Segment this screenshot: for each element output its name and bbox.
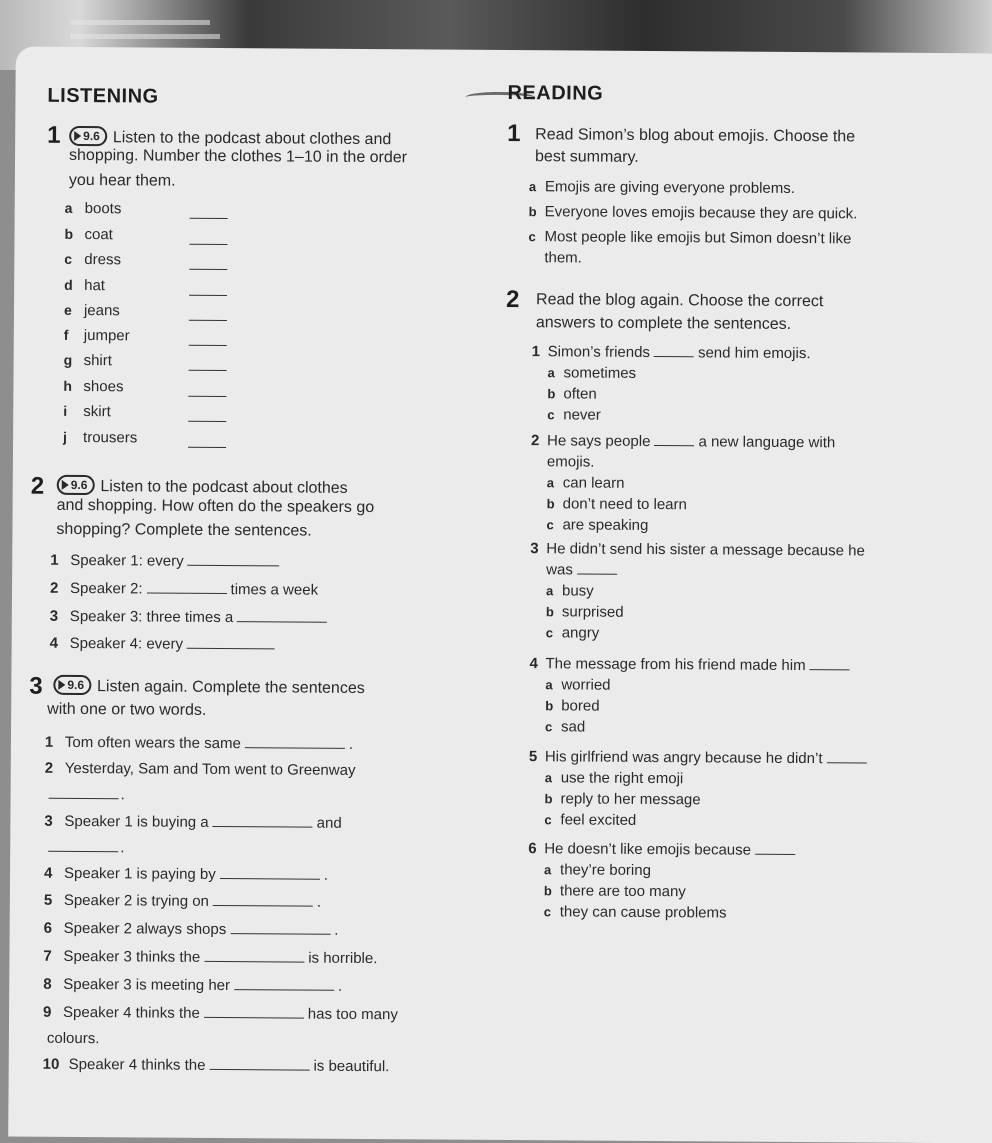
question-text: The message from his friend made him — [545, 655, 806, 675]
option-letter: a — [544, 770, 553, 786]
option-letter: b — [545, 698, 554, 714]
reading-heading: READING — [507, 81, 604, 105]
sentence-number: 4 — [43, 864, 53, 882]
listen-sentence — [44, 865, 328, 884]
frequency-sentence — [50, 608, 332, 627]
sentence-text: Speaker 3: three times a — [69, 607, 234, 627]
answer-blank[interactable] — [213, 904, 313, 907]
frequency-sentence — [50, 580, 318, 599]
listen-sentence — [43, 1056, 390, 1075]
sentence-text: Speaker 4 thinks the — [63, 1003, 200, 1022]
item-text: skirt — [83, 403, 111, 421]
item-letter: g — [63, 351, 73, 368]
option-letter: b — [528, 204, 537, 220]
sentence-continuation — [48, 839, 124, 857]
item-letter: c — [64, 250, 73, 267]
listen-sentence — [44, 813, 341, 832]
option-text: busy — [561, 582, 594, 600]
answer-blank[interactable] — [826, 761, 866, 763]
sentence-number: 2 — [44, 759, 54, 777]
sentence-text: Speaker 3 thinks the — [63, 947, 201, 966]
sentence-text: has too many — [307, 1005, 398, 1024]
answer-blank[interactable] — [188, 420, 226, 422]
option-letter: c — [543, 904, 552, 920]
option-text: they’re boring — [560, 861, 652, 880]
sentence-number: 5 — [43, 891, 53, 909]
item-text: jeans — [83, 302, 120, 320]
answer-option[interactable] — [547, 406, 601, 423]
question-continuation — [547, 453, 595, 470]
audio-track-icon[interactable]: 9.6 — [69, 126, 107, 146]
sentence-number: 6 — [43, 919, 53, 937]
sentence-text: . — [120, 786, 125, 804]
listen-sentence — [45, 734, 353, 753]
listening-ex1-number: 1 — [47, 121, 61, 149]
sentence-text: Speaker 2 always shops — [63, 919, 227, 939]
listening-ex3-number: 3 — [29, 672, 43, 700]
reading-ex2-instruction-2: answers to complete the sentences. — [535, 314, 792, 333]
option-text: Emojis are giving everyone problems. — [544, 178, 796, 198]
option-text: surprised — [561, 603, 624, 621]
answer-blank[interactable] — [237, 620, 327, 623]
listening-ex2-instruction-2: and shopping. How often do the speakers go — [56, 496, 375, 517]
option-letter: b — [545, 604, 554, 620]
answer-option[interactable] — [546, 624, 600, 641]
item-letter: j — [63, 428, 68, 445]
option-letter: a — [546, 475, 555, 491]
answer-blank[interactable] — [188, 564, 280, 567]
question-text: His girlfriend was angry because he didn’t — [544, 748, 823, 768]
answer-blank[interactable] — [188, 395, 226, 397]
question — [529, 655, 853, 674]
answer-blank[interactable] — [189, 344, 227, 346]
answer-blank[interactable] — [220, 877, 320, 880]
audio-track-icon[interactable]: 9.6 — [53, 675, 91, 695]
answer-blank[interactable] — [654, 444, 694, 446]
sentence-number: 10 — [42, 1055, 60, 1073]
sentence-number: 1 — [44, 733, 54, 751]
sentence-text: . — [120, 839, 125, 857]
option-text: use the right emoji — [560, 769, 684, 788]
sentence-continuation — [47, 1030, 100, 1047]
listen-sentence — [43, 976, 342, 995]
answer-blank[interactable] — [209, 1068, 309, 1071]
question — [529, 748, 871, 767]
option-letter: c — [545, 625, 554, 641]
workbook-page — [8, 47, 992, 1143]
sentence-text: Speaker 1 is paying by — [63, 864, 216, 883]
option-text: worried — [561, 676, 611, 694]
question-text: was — [546, 561, 573, 579]
sentence-text: Speaker 2 is trying on — [63, 891, 209, 910]
clothes-item — [65, 200, 122, 217]
question-text: emojis. — [546, 453, 595, 471]
answer-blank[interactable] — [204, 960, 304, 963]
sentence-text: Tom often wears the same — [64, 733, 241, 753]
clothes-item — [63, 429, 137, 447]
question-text: He says people — [547, 432, 651, 450]
sentence-text: Speaker 1 is buying a — [64, 812, 209, 831]
option-letter: b — [544, 791, 553, 807]
clothes-item — [64, 226, 112, 243]
audio-track-icon[interactable]: 9.6 — [57, 475, 95, 495]
option-letter: b — [543, 883, 552, 899]
item-text: boots — [84, 200, 122, 218]
answer-option[interactable] — [545, 790, 701, 808]
option-text: feel excited — [560, 811, 637, 829]
option-text: sad — [561, 718, 586, 736]
option-letter: c — [544, 812, 552, 828]
item-text: coat — [84, 226, 113, 244]
sentence-continuation — [49, 786, 125, 804]
item-letter: d — [64, 276, 73, 293]
sentence-text: Speaker 4: every — [69, 634, 184, 653]
question-number: 2 — [531, 432, 540, 450]
option-text: sometimes — [563, 364, 637, 382]
item-text: dress — [84, 251, 122, 269]
question-text: He didn’t send his sister a message because he — [546, 540, 865, 560]
option-text: them. — [544, 249, 582, 267]
question — [532, 343, 811, 362]
clothes-item — [64, 327, 130, 344]
item-text: hat — [84, 277, 106, 295]
summary-option[interactable] — [528, 228, 851, 247]
sentence-text: Speaker 4 thinks the — [68, 1055, 206, 1074]
answer-blank[interactable] — [189, 243, 227, 245]
answer-option[interactable] — [546, 582, 594, 599]
listen-sentence — [43, 1004, 398, 1023]
answer-blank[interactable] — [189, 294, 227, 296]
option-letter: a — [545, 583, 554, 599]
option-text: don’t need to learn — [562, 495, 687, 514]
answer-blank[interactable] — [577, 572, 617, 574]
answer-option[interactable] — [546, 603, 624, 621]
option-letter: a — [544, 862, 552, 878]
item-letter: f — [63, 326, 69, 343]
answer-blank[interactable] — [189, 319, 227, 321]
answer-blank[interactable] — [213, 825, 313, 828]
sentence-number: 7 — [43, 947, 52, 965]
listen-sentence — [45, 760, 356, 779]
question-number: 3 — [530, 540, 539, 558]
option-text: often — [563, 385, 597, 403]
listening-ex2-number: 2 — [30, 472, 45, 500]
listening-ex1-instruction-2: shopping. Number the clothes 1–10 in the order — [68, 146, 408, 167]
item-letter: e — [63, 301, 72, 318]
listening-heading: LISTENING — [47, 84, 159, 108]
listening-ex1-instruction: 9.6 Listen to the podcast about clothes and — [69, 126, 391, 149]
answer-blank[interactable] — [49, 797, 119, 799]
sentence-number: 2 — [49, 579, 59, 597]
sentence-text: . — [348, 735, 354, 753]
question-text: send him emojis. — [697, 344, 811, 363]
sentence-number: 8 — [43, 975, 52, 993]
frequency-sentence — [50, 552, 284, 571]
question-text: He doesn’t like emojis because — [544, 840, 752, 859]
answer-blank[interactable] — [755, 853, 795, 855]
sentence-number: 1 — [50, 551, 59, 569]
question-continuation — [546, 561, 621, 579]
sentence-text: is horrible. — [308, 949, 378, 968]
sentence-text: Yesterday, Sam and Tom went to Greenway — [64, 759, 356, 779]
clothes-item — [64, 251, 121, 268]
sentence-number: 4 — [49, 634, 59, 652]
reading-ex1-number: 1 — [507, 119, 521, 148]
sentence-text: and — [316, 814, 342, 832]
item-text: jumper — [83, 327, 130, 345]
question-number: 1 — [531, 343, 541, 361]
item-text: shoes — [83, 378, 124, 396]
summary-option[interactable] — [529, 203, 858, 222]
item-text: shirt — [83, 352, 113, 370]
sentence-number: 3 — [44, 812, 53, 830]
question-number: 4 — [529, 655, 538, 673]
answer-option[interactable] — [544, 882, 686, 900]
option-letter: a — [528, 179, 537, 195]
answer-option[interactable] — [545, 676, 610, 693]
answer-blank[interactable] — [234, 988, 334, 991]
option-letter: a — [545, 677, 553, 693]
option-text: never — [563, 406, 601, 424]
answer-option[interactable] — [545, 769, 684, 787]
reading-ex2-instruction: Read the blog again. Choose the correct — [536, 291, 824, 311]
option-letter: c — [547, 407, 555, 423]
answer-option[interactable] — [545, 697, 599, 714]
sentence-text: times a week — [230, 581, 319, 599]
clothes-item — [64, 352, 112, 369]
option-text: are speaking — [562, 516, 649, 534]
option-letter: b — [547, 386, 556, 402]
sentence-text: . — [337, 977, 343, 995]
question-number: 6 — [528, 840, 537, 858]
answer-option[interactable] — [546, 516, 648, 534]
answer-blank[interactable] — [48, 850, 118, 852]
question-text: a new language with — [698, 433, 836, 452]
answer-blank[interactable] — [189, 369, 227, 371]
sentence-text: Speaker 3 is meeting her — [63, 975, 231, 995]
clothes-item — [63, 378, 123, 395]
listen-sentence — [44, 920, 339, 939]
item-text: trousers — [83, 429, 138, 447]
option-text: Everyone loves emojis because they are quick. — [544, 203, 858, 223]
answer-option[interactable] — [544, 903, 727, 921]
answer-option[interactable] — [547, 385, 596, 402]
answer-blank[interactable] — [147, 591, 227, 594]
option-letter: c — [528, 229, 536, 245]
answer-option[interactable] — [544, 811, 636, 829]
option-letter: c — [545, 719, 553, 735]
question — [528, 840, 799, 859]
option-letter: b — [546, 496, 555, 512]
listening-ex3-instruction-2: with one or two words. — [47, 700, 207, 719]
answer-blank[interactable] — [188, 446, 226, 448]
answer-option[interactable] — [547, 364, 636, 382]
answer-option[interactable] — [547, 474, 625, 492]
answer-blank[interactable] — [204, 1016, 304, 1019]
question-text: Simon’s friends — [547, 343, 651, 361]
question — [530, 540, 865, 559]
answer-blank[interactable] — [189, 268, 227, 270]
item-letter: h — [63, 377, 73, 394]
sentence-text: colours. — [46, 1029, 100, 1048]
option-text: Most people like emojis but Simon doesn’t like — [544, 228, 852, 248]
question — [531, 432, 835, 451]
answer-option[interactable] — [544, 861, 651, 879]
sentence-text: . — [323, 866, 329, 884]
frequency-sentence — [50, 635, 280, 654]
reading-ex1-instruction-2: best summary. — [535, 148, 639, 166]
sentence-text: is beautiful. — [313, 1057, 390, 1076]
answer-blank[interactable] — [810, 668, 850, 670]
listening-ex3-instruction: 9.6 Listen again. Complete the sentences — [53, 675, 365, 698]
sentence-text: . — [316, 893, 322, 911]
option-text: angry — [561, 624, 600, 642]
listen-sentence — [44, 892, 321, 911]
option-letter: c — [546, 517, 554, 533]
question-number: 5 — [528, 748, 538, 766]
answer-option[interactable] — [545, 718, 585, 735]
answer-blank[interactable] — [230, 932, 330, 935]
clothes-item — [64, 302, 120, 319]
clothes-item — [64, 277, 105, 294]
summary-option[interactable] — [529, 178, 795, 197]
option-letter: a — [547, 365, 555, 381]
option-text: reply to her message — [560, 790, 701, 809]
clothes-item — [63, 403, 111, 420]
sentence-text: Speaker 1: every — [70, 551, 184, 570]
option-continuation — [544, 249, 582, 266]
item-letter: b — [64, 225, 74, 242]
option-text: there are too many — [559, 882, 686, 901]
listening-ex1-instruction-3: you hear them. — [68, 171, 176, 190]
option-text: they can cause problems — [559, 903, 727, 922]
option-text: bored — [561, 697, 600, 715]
sentence-number: 9 — [43, 1003, 52, 1021]
reading-ex2-number: 2 — [505, 285, 520, 314]
listening-ex2-instruction-3: shopping? Complete the sentences. — [56, 520, 312, 540]
sentence-text: Speaker 2: — [69, 579, 143, 598]
reading-ex1-instruction: Read Simon’s blog about emojis. Choose the — [535, 126, 856, 146]
answer-blank[interactable] — [245, 746, 345, 749]
option-text: can learn — [562, 474, 625, 492]
sentence-number: 3 — [49, 607, 59, 625]
answer-blank[interactable] — [190, 217, 228, 219]
answer-blank[interactable] — [187, 647, 275, 650]
item-letter: a — [64, 199, 73, 216]
answer-option[interactable] — [547, 495, 687, 513]
listening-ex2-instruction: 9.6 Listen to the podcast about clothes — [57, 475, 348, 498]
sentence-text: . — [334, 921, 339, 939]
item-letter: i — [63, 402, 68, 419]
answer-blank[interactable] — [654, 355, 694, 357]
listen-sentence — [43, 948, 377, 967]
